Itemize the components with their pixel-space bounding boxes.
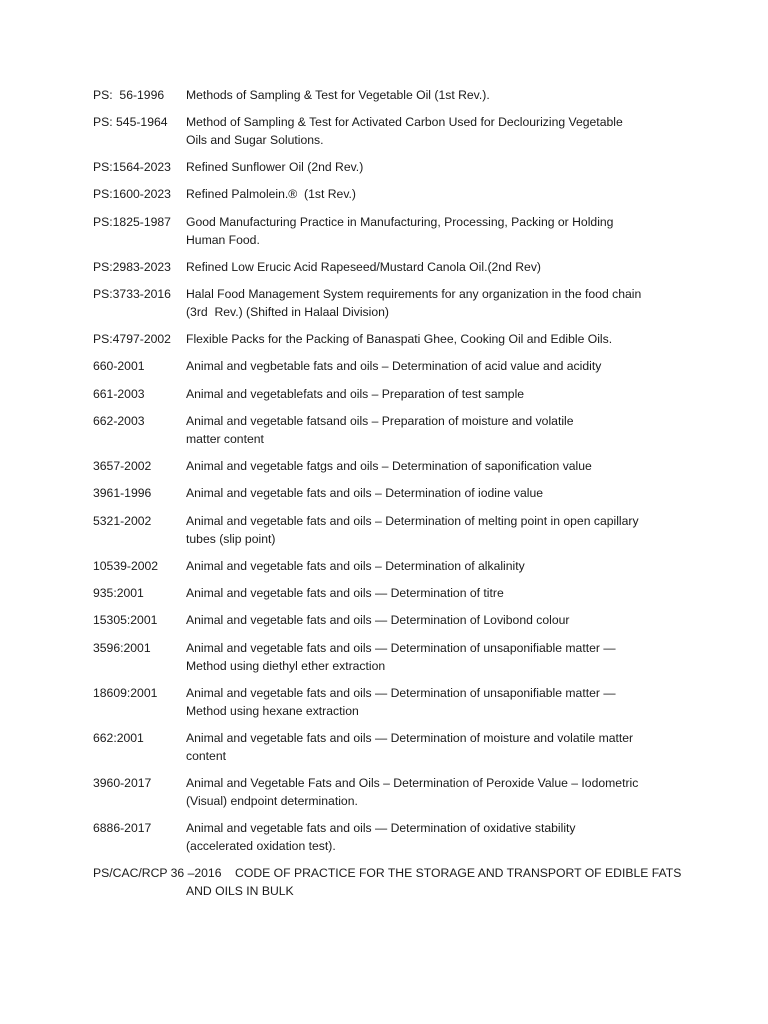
standard-code: PS: 56-1996 — [93, 88, 165, 102]
standard-code: 662:2001 — [93, 731, 144, 745]
standard-description: Flexible Packs for the Packing of Banaspati Ghee, Cooking Oil and Edible Oils. — [186, 332, 613, 346]
standard-code: 662-2003 — [93, 414, 145, 428]
standard-code: 661-2003 — [93, 387, 145, 401]
standard-code: 935:2001 — [93, 586, 144, 600]
standard-code: 3657-2002 — [93, 459, 152, 473]
standard-code: 3596:2001 — [93, 641, 151, 655]
standard-description: Good Manufacturing Practice in Manufacturing, Processing, Packing or Holding Human Food. — [186, 215, 614, 247]
standard-code: 10539-2002 — [93, 559, 159, 573]
standard-description: Animal and vegetable fats and oils — Determination of titre — [186, 586, 504, 600]
standard-description: Animal and vegetable fatgs and oils – Determination of saponification value — [186, 459, 592, 473]
standard-description: Animal and vegetable fats and oils — Determination of oxidative stability (accelerated oxidation test). — [186, 821, 576, 853]
standard-description: Methods of Sampling & Test for Vegetable Oil (1st Rev.). — [186, 88, 490, 102]
standard-description: Animal and vegetable fats and oils — Determination of unsaponifiable matter — Method using diethyl ether extraction — [186, 641, 616, 673]
standard-description-line1: CODE OF PRACTICE FOR THE STORAGE AND TRANSPORT OF EDIBLE FATS — [235, 866, 682, 880]
standard-description: Refined Low Erucic Acid Rapeseed/Mustard Canola Oil.(2nd Rev) — [186, 260, 541, 274]
standard-description-line2: AND OILS IN BULK — [186, 883, 294, 898]
standard-code: PS:1564-2023 — [93, 160, 171, 174]
standard-description: Animal and vegetable fats and oils — Determination of moisture and volatile matter content — [186, 731, 634, 763]
standard-description: Animal and vegetable fatsand oils – Preparation of moisture and volatile matter content — [186, 414, 574, 446]
standard-code: 18609:2001 — [93, 686, 158, 700]
standard-description: Animal and vegetablefats and oils – Preparation of test sample — [186, 387, 525, 401]
standard-description: Animal and vegetable fats and oils — Determination of Lovibond colour — [186, 613, 570, 627]
standard-code: PS:1600-2023 — [93, 187, 171, 201]
standard-code: 660-2001 — [93, 359, 145, 373]
standard-description: Animal and vegetable fats and oils – Determination of alkalinity — [186, 559, 525, 573]
standard-code: PS/CAC/RCP 36 –2016 — [93, 866, 222, 880]
standard-description: Refined Palmolein.® (1st Rev.) — [186, 187, 356, 201]
standard-description: Refined Sunflower Oil (2nd Rev.) — [186, 160, 364, 174]
standard-code: PS:4797-2002 — [93, 332, 171, 346]
standard-code: 5321-2002 — [93, 514, 152, 528]
standard-description: Animal and Vegetable Fats and Oils – Determination of Peroxide Value – Iodometric (Visual) endpoint determination. — [186, 776, 639, 808]
standard-code: PS: 545-1964 — [93, 115, 168, 129]
standard-description: Animal and vegetable fats and oils — Determination of unsaponifiable matter — Method using hexane extraction — [186, 686, 616, 718]
standard-code: 3961-1996 — [93, 486, 152, 500]
standard-code: 6886-2017 — [93, 821, 152, 835]
standard-code: 3960-2017 — [93, 776, 152, 790]
standard-code: 15305:2001 — [93, 613, 158, 627]
standard-code: PS:1825-1987 — [93, 215, 171, 229]
standard-code: PS:2983-2023 — [93, 260, 171, 274]
standard-description: Animal and vegbetable fats and oils – Determination of acid value and acidity — [186, 359, 602, 373]
standard-description: Method of Sampling & Test for Activated Carbon Used for Declourizing Vegetable Oils and Sugar Solutions. — [186, 115, 623, 147]
standard-description: Animal and vegetable fats and oils – Determination of melting point in open capillary tubes (slip point) — [186, 514, 639, 546]
standard-description: Halal Food Management System requirements for any organization in the food chain (3rd Rev.) (Shifted in Halaal Division) — [186, 287, 642, 319]
standard-entry-wide — [93, 865, 693, 900]
standard-description: Animal and vegetable fats and oils – Determination of iodine value — [186, 486, 544, 500]
standard-code: PS:3733-2016 — [93, 287, 171, 301]
